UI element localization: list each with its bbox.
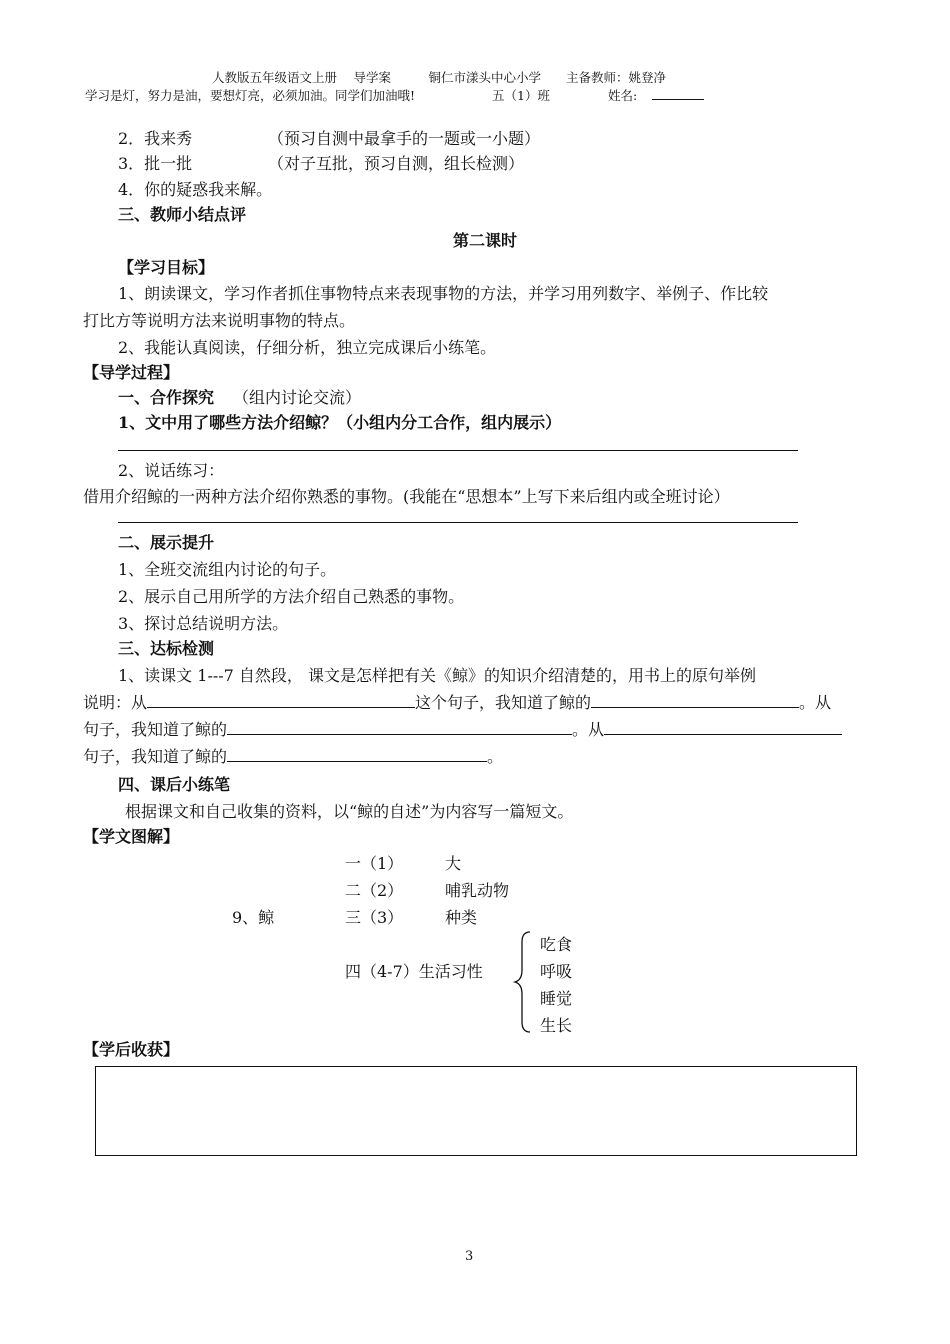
fill-blank-5[interactable] <box>227 746 487 762</box>
lesson-title: 第二课时 <box>453 231 518 250</box>
branch-2-topic: 哺乳动物 <box>445 881 510 900</box>
goals-heading: 【学习目标】 <box>118 258 215 277</box>
diagram-heading: 【学文图解】 <box>83 827 180 846</box>
fill-blank-4[interactable] <box>604 719 842 735</box>
section3-heading: 三、达标检测 <box>118 639 215 658</box>
goal-1-line2: 打比方等说明方法来说明事物的特点。 <box>83 311 356 330</box>
branch-2-label: 二（2） <box>345 881 404 900</box>
section1-heading: 一、合作探究 <box>118 388 215 407</box>
header-title: 人教版五年级语文上册 导学案 铜仁市漾头中心小学 主备教师：姚登净 <box>212 70 666 85</box>
fill-blank-3[interactable] <box>227 719 572 735</box>
answer-line-2[interactable] <box>118 522 798 523</box>
branch-4-label: 四（4-7）生活习性 <box>345 962 483 981</box>
prev-item-3-note: （对子互批，预习自测，组长检测） <box>268 154 525 173</box>
fill-blank-2[interactable] <box>591 692 799 708</box>
branch-1-label: 一（1） <box>345 854 404 873</box>
header-motto: 学习是灯，努力是油，要想灯亮，必须加油。同学们加油哦! <box>85 88 416 103</box>
line4-prefix: 句子，我知道了鲸的 <box>83 747 228 766</box>
section3-line2 <box>83 690 831 713</box>
prev-item-4: 4．你的疑惑我来解。 <box>118 180 273 199</box>
habit-3: 睡觉 <box>540 989 573 1008</box>
branch-3-label: 三（3） <box>345 908 404 927</box>
line3-prefix: 句子，我知道了鲸的 <box>83 720 228 739</box>
section1-note: （组内讨论交流） <box>233 388 362 407</box>
header-name-label: 姓名: <box>608 88 638 103</box>
prev-item-2-note: （预习自测中最拿手的一题或一小题） <box>268 129 541 148</box>
habit-1: 吃食 <box>540 935 573 954</box>
section3-line1: 1、读课文 1---7 自然段， 课文是怎样把有关《鲸》的知识介绍清楚的，用书上的原句举例 <box>118 666 757 685</box>
fill-blank-1[interactable] <box>147 692 415 708</box>
teacher-summary-heading: 三、教师小结点评 <box>118 205 247 224</box>
page-number: 3 <box>465 1249 474 1264</box>
habit-4: 生长 <box>540 1016 573 1035</box>
section2-heading: 二、展示提升 <box>118 533 215 552</box>
habit-2: 呼吸 <box>540 962 573 981</box>
curly-brace-icon <box>512 930 534 1034</box>
header-class: 五（1）班 <box>492 88 550 103</box>
goal-2: 2、我能认真阅读，仔细分析，独立完成课后小练笔。 <box>118 338 497 357</box>
section3-line3 <box>83 717 842 740</box>
line4-end: 。 <box>487 747 504 766</box>
branch-3-topic: 种类 <box>445 908 478 927</box>
name-blank <box>652 99 704 100</box>
line2-end: 。从 <box>799 693 832 712</box>
section2-item-3: 3、探讨总结说明方法。 <box>118 614 289 633</box>
harvest-heading: 【学后收获】 <box>83 1040 180 1059</box>
process-heading: 【导学过程】 <box>83 363 180 382</box>
section3-line4 <box>83 744 503 767</box>
answer-line-1[interactable] <box>118 450 798 451</box>
branch-1-topic: 大 <box>445 854 462 873</box>
question-2: 2、说话练习： <box>118 461 225 480</box>
prev-item-3: 3．批一批 <box>118 154 193 173</box>
prev-item-2: 2．我来秀 <box>118 129 193 148</box>
line3-mid: 。从 <box>572 720 605 739</box>
line2-prefix: 说明：从 <box>83 693 148 712</box>
diagram-root: 9、鲸 <box>232 908 275 927</box>
harvest-box[interactable] <box>95 1066 857 1156</box>
section2-item-1: 1、全班交流组内讨论的句子。 <box>118 560 337 579</box>
goal-1-line1: 1、朗读课文，学习作者抓住事物特点来表现事物的方法，并学习用列数字、举例子、作比较 <box>118 284 769 303</box>
section4-heading: 四、课后小练笔 <box>118 775 231 794</box>
section4-text: 根据课文和自己收集的资料，以“鲸的自述”为内容写一篇短文。 <box>125 802 574 821</box>
section2-item-2: 2、展示自己用所学的方法介绍自己熟悉的事物。 <box>118 587 465 606</box>
line2-mid: 这个句子，我知道了鲸的 <box>415 693 592 712</box>
question-2-detail: 借用介绍鲸的一两种方法介绍你熟悉的事物。(我能在“思想本”上写下来后组内或全班讨论） <box>83 487 730 506</box>
question-1: 1、文中用了哪些方法介绍鲸？（小组内分工合作，组内展示） <box>118 413 562 432</box>
